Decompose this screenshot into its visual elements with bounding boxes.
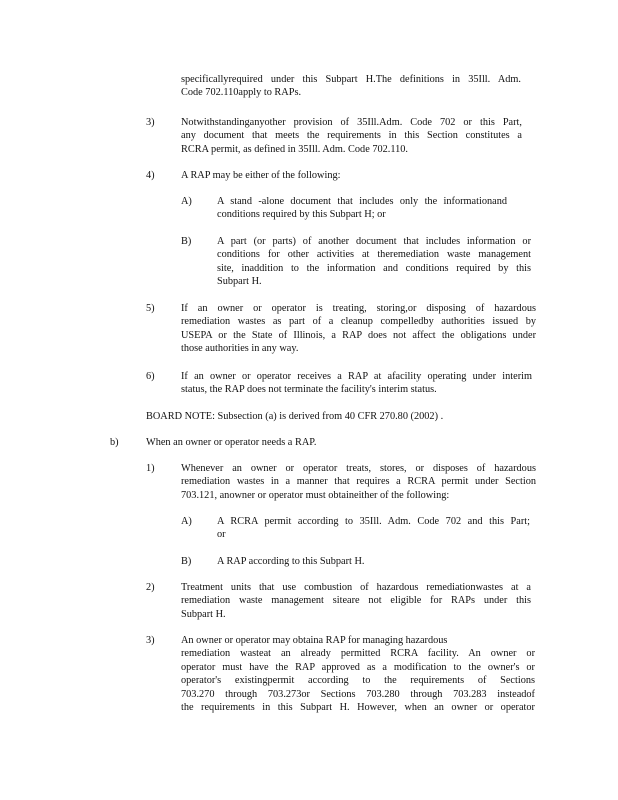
text-line: Subpart H. — [217, 276, 262, 288]
paragraph-b1a — [217, 515, 530, 542]
text-line: conditions for other activities at theremediation waste management — [217, 249, 531, 261]
text-line: An owner or operator may obtaina RAP for managing hazardous — [181, 635, 448, 646]
text-line: conditions required by this Subpart H; or — [217, 209, 386, 221]
paragraph-b1 — [181, 462, 536, 502]
text-line: 703.270 through 703.273or Sections 703.280 through 703.283 insteadof — [181, 688, 535, 700]
item-label: 3) — [146, 635, 155, 646]
paragraph-5 — [181, 302, 536, 356]
continuation-paragraph — [181, 73, 521, 100]
item-label: B) — [181, 236, 192, 247]
paragraph-4b — [217, 235, 531, 289]
item-label: 5) — [146, 303, 155, 314]
item-label: A) — [181, 516, 192, 527]
text-line: remediation waste management siteare not eligible for RAPs under this — [181, 595, 531, 607]
text-line: Code 702.110apply to RAPs. — [181, 87, 302, 99]
text-line: remediation wastes in a manner that requires a RCRA permit under Section — [181, 476, 536, 488]
paragraph-b1b — [217, 555, 467, 568]
text-line: A RAP may be either of the following: — [181, 170, 341, 181]
paragraph-6 — [181, 370, 532, 397]
item-label: 4) — [146, 170, 155, 181]
paragraph-4a — [217, 195, 507, 222]
text-line: BOARD NOTE: Subsection (a) is derived from 40 CFR 270.80 (2002) . — [146, 411, 444, 422]
text-line: When an owner or operator needs a RAP. — [146, 437, 317, 448]
text-line: Whenever an owner or operator treats, stores, or disposes of hazardous — [181, 463, 536, 474]
text-line: specificallyrequired under this Subpart H.The definitions in 35Ill. Adm. — [181, 74, 521, 85]
item-label: 2) — [146, 582, 155, 593]
paragraph-4 — [181, 169, 522, 182]
text-line: or — [217, 529, 226, 541]
text-line: Notwithstandinganyother provision of 35Ill.Adm. Code 702 or this Part, — [181, 117, 522, 128]
item-label: 3) — [146, 117, 155, 128]
text-line: 703.121, anowner or operator must obtaineither of the following: — [181, 489, 450, 501]
item-label: 6) — [146, 371, 155, 382]
text-line: operator's existingpermit according to the requirements of Sections — [181, 675, 535, 687]
text-line: any document that meets the requirements in this Section constitutes a — [181, 130, 522, 142]
board-note — [146, 410, 506, 423]
paragraph-3 — [181, 116, 522, 156]
text-line: Subpart H. — [181, 608, 226, 620]
item-label: b) — [110, 437, 119, 448]
text-line: site, inaddition to the information and conditions required by this — [217, 262, 531, 274]
text-line: the requirements in this Subpart H. However, when an owner or operator — [181, 702, 535, 714]
text-line: status, the RAP does not terminate the facility's interim status. — [181, 384, 437, 396]
text-line: operator must have the RAP approved as a modification to the owner's or — [181, 661, 535, 673]
item-label: A) — [181, 196, 192, 207]
text-line: Treatment units that use combustion of hazardous remediationwastes at a — [181, 582, 531, 593]
text-line: A RAP according to this Subpart H. — [217, 556, 365, 567]
text-line: If an owner or operator receives a RAP at afacility operating under interim — [181, 371, 532, 382]
text-line: RCRA permit, as defined in 35Ill. Adm. Code 702.110. — [181, 143, 408, 155]
text-line: A part (or parts) of another document that includes information or — [217, 236, 531, 247]
paragraph-b3 — [181, 634, 535, 714]
item-label: B) — [181, 556, 192, 567]
paragraph-b — [146, 436, 446, 449]
text-line: A stand -alone document that includes only the informationand — [217, 196, 507, 207]
text-line: remediation wastes as part of a cleanup compelledby authorities issued by — [181, 316, 536, 328]
text-line: remediation wasteat an already permitted RCRA facility. An owner or — [181, 648, 535, 660]
text-line: those authorities in any way. — [181, 343, 299, 355]
paragraph-b2 — [181, 581, 531, 621]
text-line: A RCRA permit according to 35Ill. Adm. Code 702 and this Part; — [217, 516, 530, 527]
text-line: USEPA or the State of Illinois, a RAP does not affect the obligations under — [181, 329, 536, 341]
text-line: If an owner or operator is treating, storing,or disposing of hazardous — [181, 303, 536, 314]
item-label: 1) — [146, 463, 155, 474]
